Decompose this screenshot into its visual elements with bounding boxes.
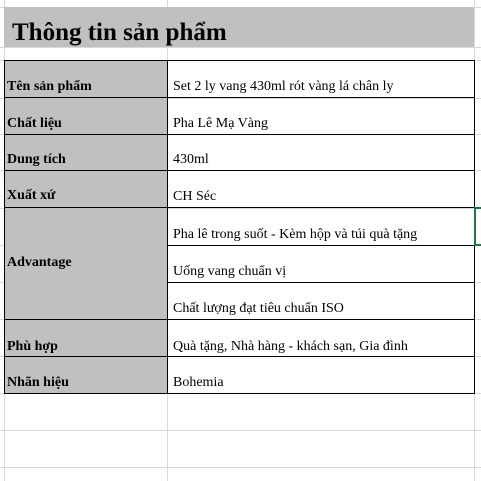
table-border [4,356,475,357]
table-border [4,207,475,208]
active-cell-indicator [474,244,481,246]
sheet-title: Thông tin sản phẩm [12,19,227,46]
table-border [167,245,475,246]
table-border [4,319,475,320]
label-cell-dung-tich[interactable] [4,134,167,170]
table-border [167,282,475,283]
label-cell-chat-lieu[interactable] [4,98,167,134]
label-text: Advantage [7,255,72,270]
label-cell-advantage[interactable] [4,208,167,319]
table-border [167,60,168,394]
value-xuat-xu[interactable]: CH Séc [173,189,217,204]
active-cell-indicator [474,207,481,209]
table-border [4,170,475,171]
label-cell-ten-san-pham[interactable] [4,61,167,98]
value-ten-san-pham[interactable]: Set 2 ly vang 430ml rót vàng lá chân ly [173,79,394,94]
label-cell-phu-hop[interactable] [4,319,167,356]
value-nhan-hieu[interactable]: Bohemia [173,375,224,390]
table-border [4,134,475,135]
label-text: Tên sản phẩm [7,79,92,94]
value-chat-lieu[interactable]: Pha Lê Mạ Vàng [173,116,268,131]
label-text: Nhãn hiệu [7,375,69,390]
value-advantage-1[interactable]: Pha lê trong suốt - Kèm hộp và túi quà tặng [173,227,418,242]
value-advantage-2[interactable]: Uống vang chuẩn vị [173,264,287,279]
gridline [0,430,481,431]
value-phu-hop[interactable]: Quà tặng, Nhà hàng - khách sạn, Gia đình [173,339,408,354]
value-advantage-3[interactable]: Chất lượng đạt tiêu chuẩn ISO [173,301,344,316]
label-cell-xuat-xu[interactable] [4,170,167,208]
value-dung-tich[interactable]: 430ml [173,152,209,167]
label-text: Dung tích [7,152,66,167]
label-text: Chất liệu [7,116,62,131]
title-cell[interactable] [4,7,474,47]
label-text: Phù hợp [7,339,58,354]
table-border [4,393,475,394]
active-cell-indicator [474,207,476,246]
table-border [4,60,5,394]
table-border [4,97,475,98]
table-border [4,60,475,61]
gridline [0,467,481,468]
label-text: Xuất xứ [7,188,56,203]
label-cell-nhan-hieu[interactable] [4,356,167,393]
